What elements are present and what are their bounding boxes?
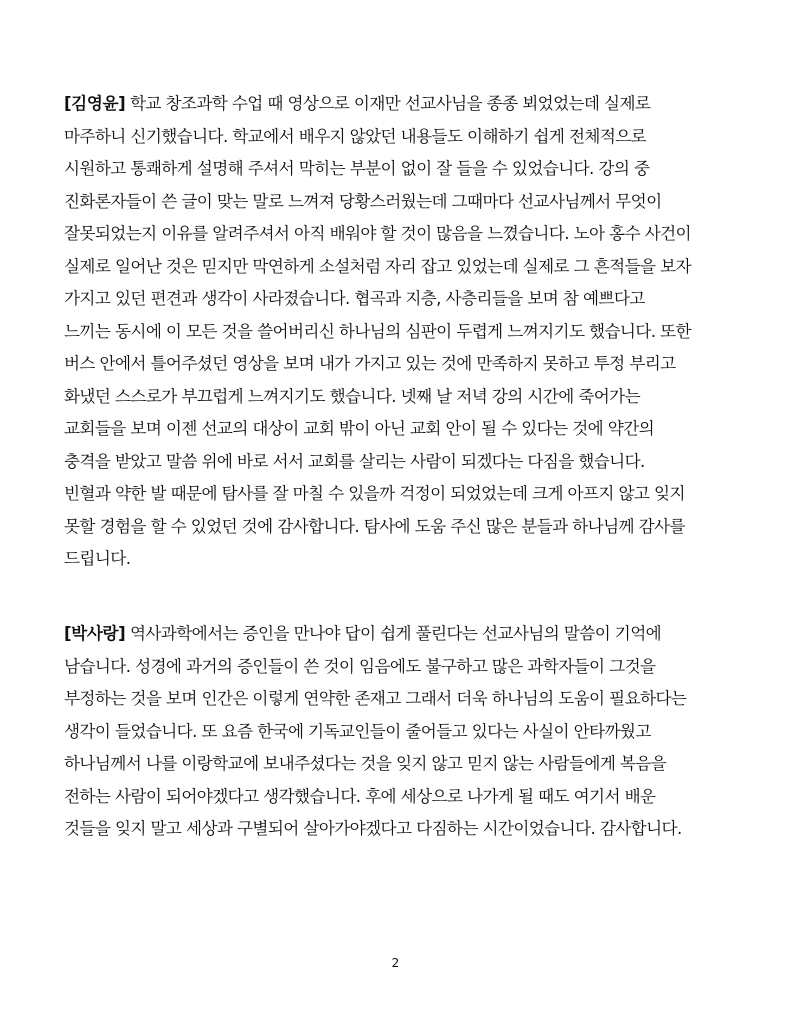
paragraph-line: 마주하니 신기했습니다. 학교에서 배우지 않았던 내용들도 이해하기 쉽게 전체적으로 [64,126,647,146]
paragraph-line: 남습니다. 성경에 과거의 증인들이 쓴 것이 임음에도 불구하고 많은 과학자들이 그것을 [64,656,656,676]
paragraph-line: 전하는 사람이 되어야겠다고 생각했습니다. 후에 세상으로 나가게 될 때도 여기서 배운 [64,786,656,806]
paragraph-line: 부정하는 것을 보며 인간은 이렇게 연약한 존재고 그래서 더욱 하나님의 도움이 필요하다는 [64,689,687,708]
line-text: 역사과학에서는 증인을 만나야 답이 쉽게 풀린다는 선교사님의 말씀이 기억에 [125,624,662,643]
paragraph-line: 충격을 받았고 말씀 위에 바로 서서 교회를 살리는 사람이 되겠다는 다짐을 했습니다. [64,451,645,471]
paragraph-line [64,88,728,121]
paragraph-line: 느끼는 동시에 이 모든 것을 쓸어버리신 하나님의 심판이 두렵게 느껴지기도 했습니다. 또한 [64,321,691,341]
page-number: 2 [391,956,400,970]
paragraph-line: 못할 경험을 할 수 있었던 것에 감사합니다. 탐사에 도움 주신 많은 분들과 하나님께 감사를 [64,516,685,536]
paragraph-line: 생각이 들었습니다. 또 요즘 한국에 기독교인들이 줄어들고 있다는 사실이 안타까웠고 [64,721,651,741]
testimony-entry-1 [64,88,728,576]
paragraph-line: 교회들을 보며 이젠 선교의 대상이 교회 밖이 아닌 교회 안이 될 수 있다는 것에 약간의 [64,419,655,438]
paragraph-line: 버스 안에서 틀어주셨던 영상을 보며 내가 가지고 있는 것에 만족하지 못하고 투정 부리고 [64,354,676,373]
paragraph-line: 잘못되었는지 이유를 알려주셔서 아직 배워야 할 것이 많음을 느꼈습니다. 노아 홍수 사건이 [64,224,691,243]
paragraph-line: 화냈던 스스로가 부끄럽게 느껴지기도 했습니다. 넷째 날 저녁 강의 시간에 죽어가는 [64,386,641,406]
testimony-entry-2 [64,618,728,846]
paragraph-line: 가지고 있던 편견과 생각이 사라졌습니다. 협곡과 지층, 사층리들을 보며 참 예쁘다고 [64,289,645,308]
author-name: [김영윤] [64,94,126,113]
author-name: [박사랑] [64,624,126,643]
paragraph-line: 진화론자들이 쓴 글이 맞는 말로 느껴져 당황스러웠는데 그때마다 선교사님께서 무엇이 [64,191,662,211]
paragraph-line: 빈혈과 약한 발 때문에 탐사를 잘 마칠 수 있을까 걱정이 되었었는데 크게 아프지 않고 잊지 [64,484,685,503]
paragraph-line: 실제로 일어난 것은 믿지만 막연하게 소설처럼 자리 잡고 있었는데 실제로 그 흔적들을 보자 [64,256,691,276]
paragraph-line: 드립니다. [64,549,131,568]
paragraph-line: 것들을 잊지 말고 세상과 구별되어 살아가야겠다고 다짐하는 시간이었습니다. 감사합니다. [64,819,682,838]
paragraph-line: 하나님께서 나를 이랑학교에 보내주셨다는 것을 잊지 않고 믿지 않는 사람들에게 복음을 [64,754,667,773]
paragraph-line: 시원하고 통쾌하게 설명해 주셔서 막히는 부분이 없이 잘 들을 수 있었습니다. 강의 중 [64,159,650,178]
line-text: 학교 창조과학 수업 때 영상으로 이재만 선교사님을 종종 뵈었었는데 실제로 [125,94,651,113]
paragraph-line [64,618,728,651]
